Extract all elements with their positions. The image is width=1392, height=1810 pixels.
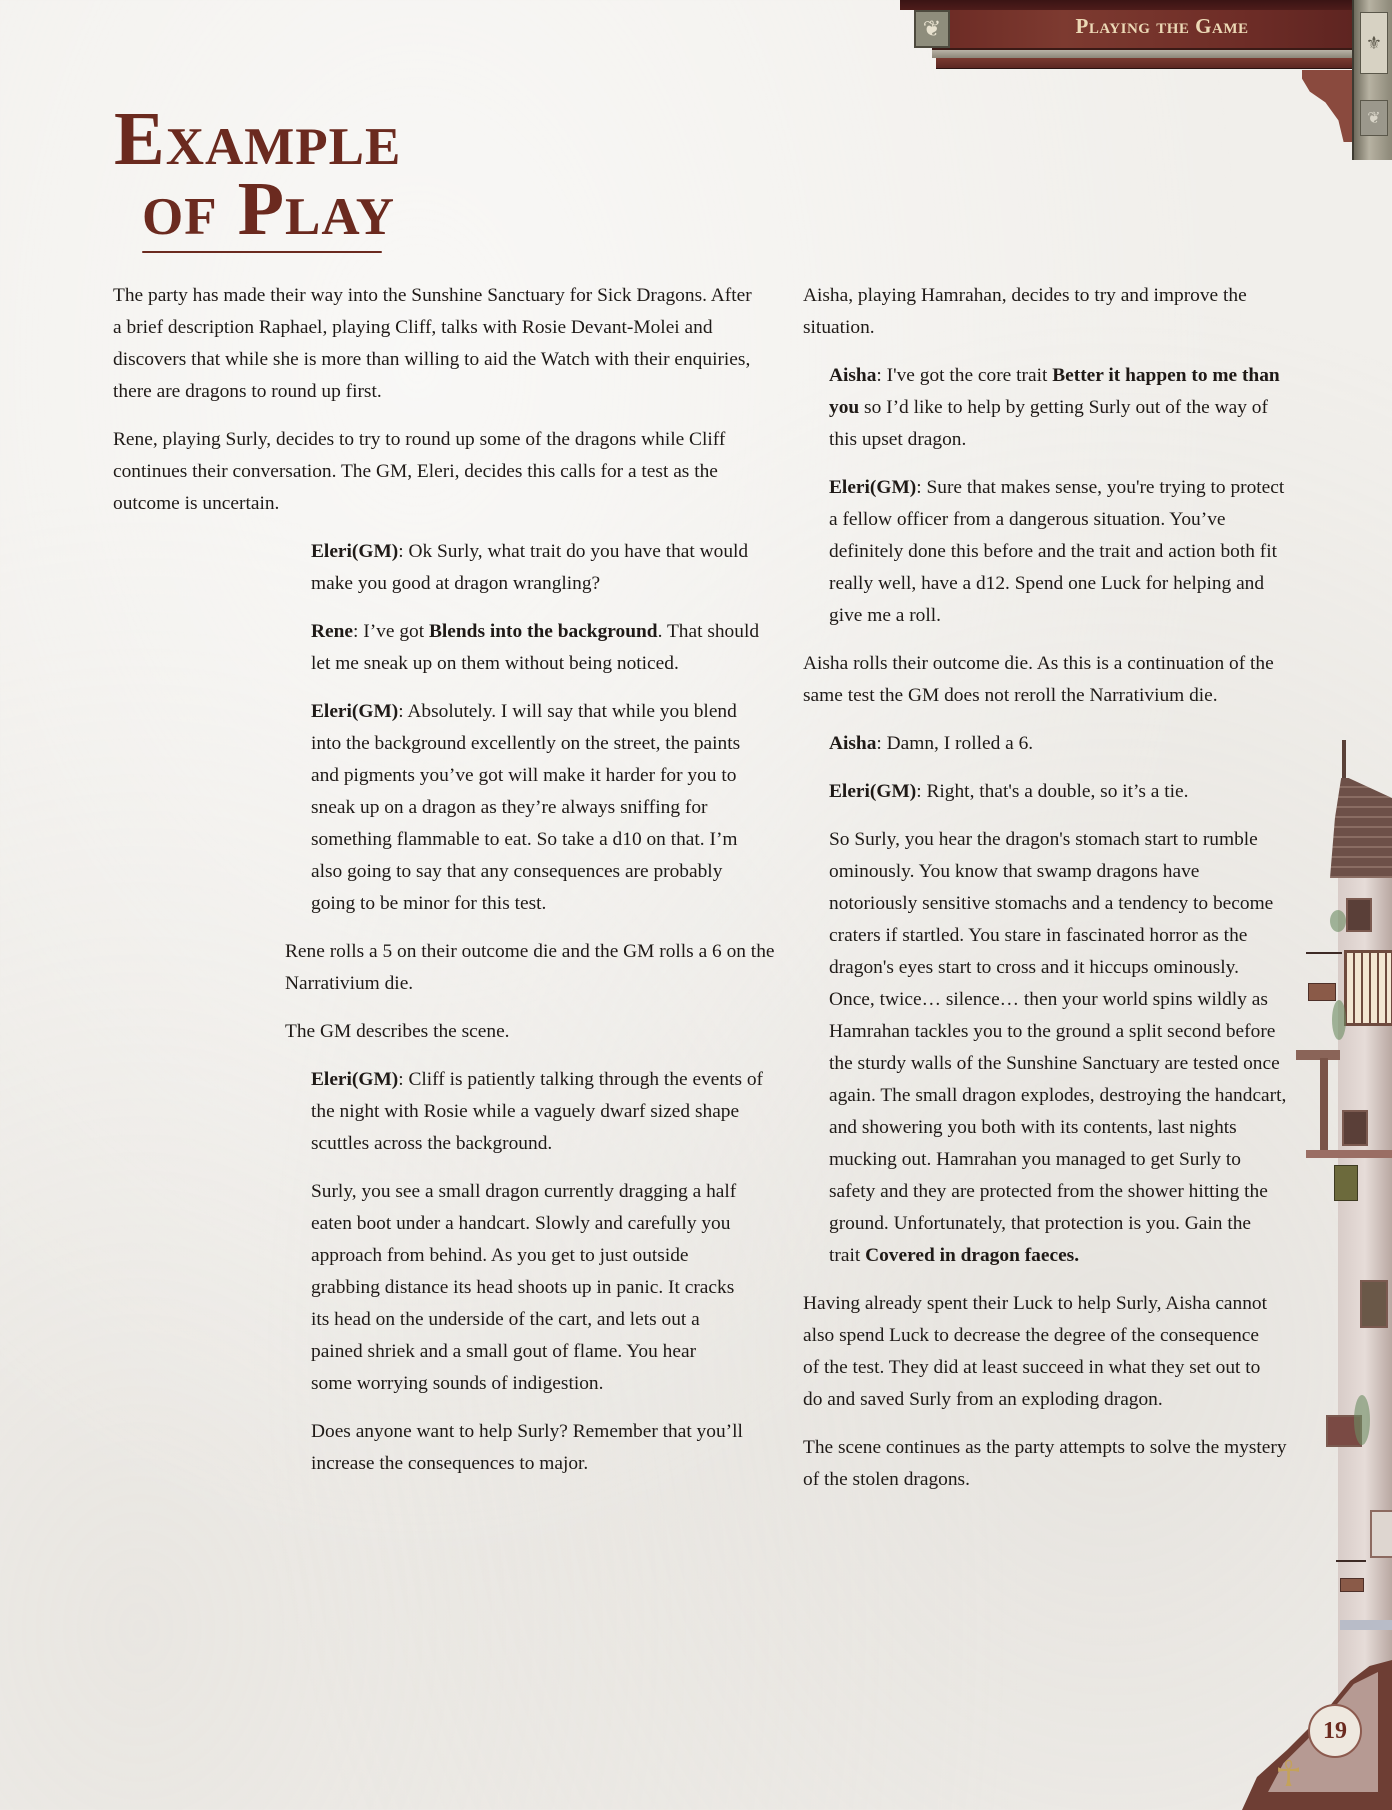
ivy-foliage bbox=[1332, 1000, 1346, 1040]
rosette-ornament-icon: ❦ bbox=[914, 10, 950, 48]
building-window bbox=[1360, 1280, 1388, 1328]
dialogue-text: : I've got the core trait bbox=[876, 365, 1053, 386]
dialogue-text: : I’ve got bbox=[353, 621, 429, 642]
paragraph-intro: The party has made their way into the Sunshine Sanctuary for Sick Dragons. After a brief description Raphael, playing Cliff, talks with Rosie Devant-Molei and discovers that while she is more than willing to aid the Watch with their enquiries, there are dragons to round up first. bbox=[113, 285, 752, 402]
building-window bbox=[1370, 1510, 1392, 1558]
building-ledge bbox=[1306, 1150, 1392, 1158]
speaker-name: Eleri(GM) bbox=[829, 781, 917, 802]
banner-top-beam bbox=[900, 0, 1360, 10]
left-column bbox=[113, 280, 775, 1496]
speaker-name: Aisha bbox=[829, 733, 877, 754]
dialogue-text: . That should let me sneak up on them without being noticed. bbox=[311, 621, 760, 674]
building-window bbox=[1342, 1110, 1368, 1146]
dialogue-gm-question bbox=[311, 536, 766, 600]
speaker-name: Eleri(GM) bbox=[311, 701, 399, 722]
dialogue-gm-question-help: Does anyone want to help Surly? Remember that you’ll increase the consequences to major. bbox=[311, 1421, 743, 1474]
trait-name: Blends into the background bbox=[428, 621, 658, 642]
dialogue-gm-explosion bbox=[829, 824, 1287, 1272]
page-title-line-1: Example bbox=[114, 97, 402, 181]
title-underline bbox=[142, 251, 382, 253]
dialogue-gm-d12 bbox=[829, 472, 1287, 632]
narration-aisha-roll: Aisha rolls their outcome die. As this is a continuation of the same test the GM does not reroll the Narrativium die. bbox=[803, 653, 1274, 706]
dialogue-aisha-rolled bbox=[829, 728, 1287, 760]
pillar-ornament-icon: ⚜ bbox=[1360, 12, 1388, 74]
dialogue-gm-tie bbox=[829, 776, 1287, 808]
trait-name: Covered in dragon faeces. bbox=[865, 1245, 1080, 1266]
paragraph-setup: Rene, playing Surly, decides to try to round up some of the dragons while Cliff continues their conversation. The GM, Eleri, decides this calls for a test as the outcome is uncertain. bbox=[113, 429, 726, 514]
carved-bracket-ornament bbox=[1302, 70, 1354, 142]
chapter-header-banner bbox=[900, 0, 1392, 127]
speaker-name: Rene bbox=[311, 621, 354, 642]
ivy-foliage bbox=[1354, 1395, 1370, 1445]
speaker-name: Eleri(GM) bbox=[829, 477, 917, 498]
hanging-sign bbox=[1340, 1578, 1364, 1592]
building-window bbox=[1346, 898, 1372, 932]
dialogue-rene-answer bbox=[311, 616, 766, 680]
page-title-line-2: of Play bbox=[142, 167, 396, 251]
banner-ledge bbox=[932, 50, 1372, 58]
dialogue-text: : Ok Surly, what trait do you have that would make you good at dragon wrangling? bbox=[311, 541, 749, 594]
narration-luck: Having already spent their Luck to help Surly, Aisha cannot also spend Luck to decrease the degree of the consequence of the test. They did at least succeed in what they set out to do and saved Surly from an exploding dragon. bbox=[803, 1293, 1268, 1410]
building-bay-window bbox=[1344, 950, 1392, 1026]
speaker-name: Eleri(GM) bbox=[311, 1069, 399, 1090]
building-illustration bbox=[1280, 740, 1392, 1730]
paragraph-aisha-intro: Aisha, playing Hamrahan, decides to try and improve the situation. bbox=[803, 285, 1247, 338]
pillar-capital-icon: ❦ bbox=[1360, 100, 1388, 136]
speaker-name: Aisha bbox=[829, 365, 877, 386]
dialogue-text: : Cliff is patiently talking through the events of the night with Rosie while a vaguely dwarf sized shape scuttles across the background. bbox=[311, 1069, 764, 1154]
building-roof bbox=[1330, 778, 1392, 878]
building-base-ledge bbox=[1340, 1620, 1392, 1630]
narration-describe: The GM describes the scene. bbox=[285, 1021, 510, 1042]
dialogue-text: : Damn, I rolled a 6. bbox=[876, 733, 1034, 754]
banner-ledge-lower bbox=[936, 58, 1372, 69]
dialogue-text: : Right, that's a double, so it’s a tie. bbox=[916, 781, 1189, 802]
dialogue-text: So Surly, you hear the dragon's stomach start to rumble ominously. You know that swamp dragons have notoriously sensitive stomachs and a tendency to become craters if startled. You stare in fascinated horror as the dragon's eyes start to cross and it hiccups ominously. Once, twice… silence… then your world spins wildly as Hamrahan tackles you to the ground a split second before the sturdy walls of the Sunshine Sanctuary are tested once again. The small dragon explodes, destroying the handcart, and showering you both with its contents, last nights mucking out. Hamrahan you managed to get Surly to safety and they are protected from the shower hitting the ground. Unfortunately, that protection is you. Gain the trait bbox=[829, 829, 1287, 1266]
dialogue-text: : Sure that makes sense, you're trying to protect a fellow officer from a dangerous situation. You’ve definitely done this before and the trait and action both fit really well, have a d12. Spend one Luck for helping and give me a roll. bbox=[829, 477, 1285, 626]
trait-name: Better it happen to me than you bbox=[829, 365, 1280, 418]
ankh-icon: ☥ bbox=[1275, 1754, 1302, 1794]
hanging-sign-arm bbox=[1336, 1560, 1366, 1562]
narration-roll: Rene rolls a 5 on their outcome die and the GM rolls a 6 on the Narrativium die. bbox=[285, 941, 775, 994]
hanging-sign bbox=[1308, 983, 1336, 1001]
building-spire bbox=[1342, 740, 1346, 780]
page-number: 19 bbox=[1308, 1704, 1362, 1758]
hanging-sign-arm bbox=[1306, 952, 1342, 954]
dialogue-text: : Absolutely. I will say that while you blend into the background excellently on the street, the paints and pigments you’ve got will make it harder for you to sneak up on a dragon as they’re always sniffing for something flammable to eat. So take a d10 on that. I’m also going to say that any consequences are probably going to be minor for this test. bbox=[311, 701, 741, 914]
dialogue-gm-scene bbox=[311, 1064, 766, 1160]
narration-conclusion: The scene continues as the party attempts to solve the mystery of the stolen dragons. bbox=[803, 1437, 1287, 1490]
page-title bbox=[114, 97, 402, 251]
ivy-foliage bbox=[1330, 910, 1346, 932]
dialogue-gm-scene-continued: Surly, you see a small dragon currently dragging a half eaten boot under a handcart. Slowly and carefully you approach from behind. As you get to just outside grabbing distance its head shoots up in panic. It cracks its head on the underside of the cart, and lets out a pained shriek and a small gout of flame. You hear some worrying sounds of indigestion. bbox=[311, 1181, 737, 1394]
dialogue-text: so I’d like to help by getting Surly out of the way of this upset dragon. bbox=[829, 397, 1268, 450]
dialogue-gm-ruling bbox=[311, 696, 766, 920]
stone-pillar bbox=[1352, 0, 1392, 160]
timber-beam bbox=[1296, 1050, 1340, 1060]
timber-strut bbox=[1320, 1058, 1328, 1158]
right-column bbox=[803, 280, 1287, 1512]
dialogue-aisha-trait bbox=[829, 360, 1287, 456]
window-shutter bbox=[1334, 1165, 1358, 1201]
speaker-name: Eleri(GM) bbox=[311, 541, 399, 562]
chapter-title: Playing the Game bbox=[1075, 14, 1249, 38]
